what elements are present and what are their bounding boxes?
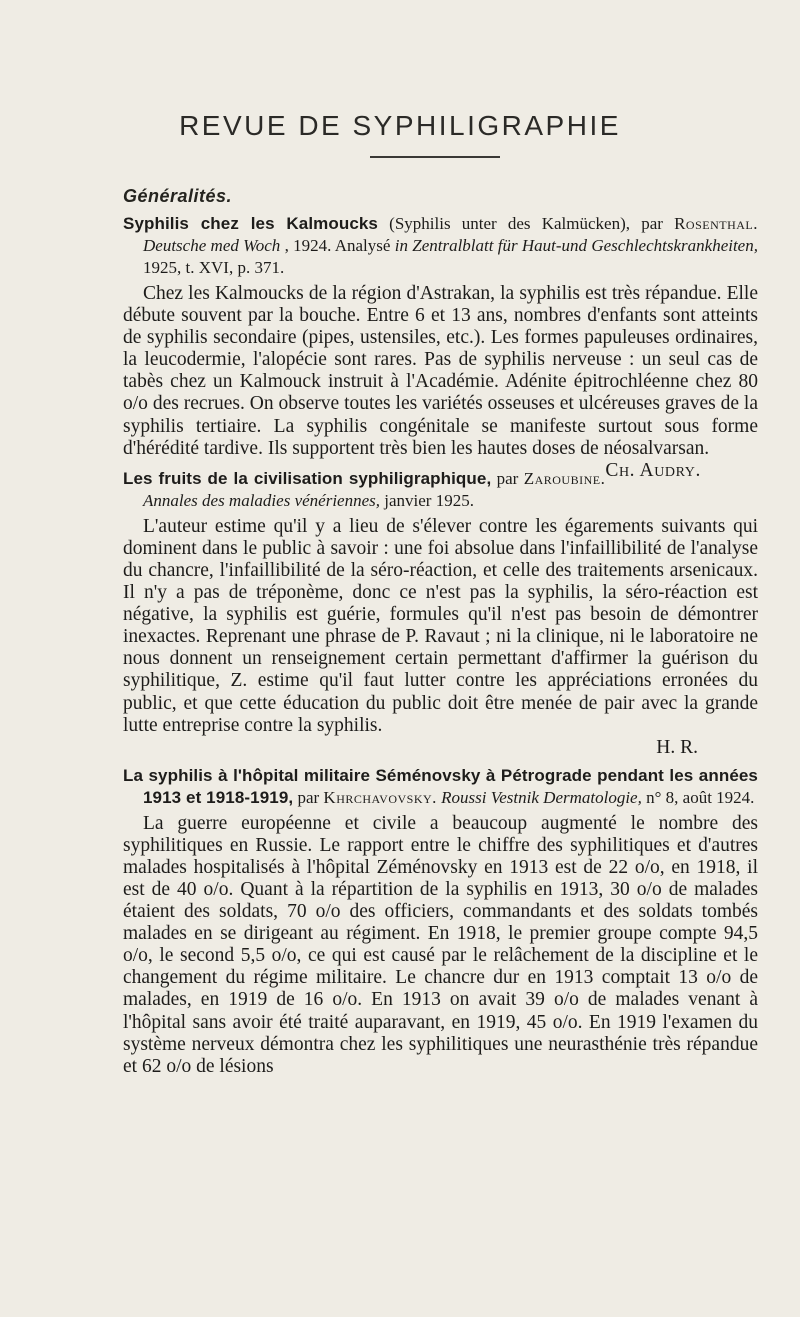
reference-details: n° 8, août 1924. [641, 787, 755, 807]
reference-text: (Syphilis unter des Kalmücken), par [378, 214, 675, 233]
reference-details: 1925, t. XVI, p. 371. [143, 258, 285, 277]
reference-text: , 1924. Analysé [284, 236, 395, 255]
article-list [123, 213, 758, 1078]
section-heading: Généralités. [123, 186, 233, 206]
article-signature: H. R. [656, 736, 698, 758]
article-signature: Ch. Audry. [605, 459, 701, 481]
article-author: Rosenthal. [674, 214, 759, 233]
journal-name: Deutsche med Woch [143, 236, 285, 255]
reference-text: par [293, 787, 324, 807]
article-body [123, 516, 758, 737]
journal-name: Roussi Vestnik Dermatologie, [436, 787, 642, 807]
article-title: Les fruits de la civilisation syphiligraphique, [123, 468, 492, 488]
article-body-text: Chez les Kalmoucks de la région d'Astrakan, la syphilis est très répandue. Elle débute souvent par la bouche. Entre 6 et 13 ans, nombres d'enfants sont atteints de syphilis secondaire (pipes, ustensiles, etc.). Les formes papuleuses ordinaires, la leucodermie, l'alopécie sont rares. Pas de syphilis nerveuse : un seul cas de tabès chez un Kalmouck instruit à l'Académie. Adénite épitrochléenne chez 80 o/o des recrues. On observe toutes les variétés osseuses et ulcéreuses graves de la syphilis tertiaire. La syphilis congénitale se manifeste surtout sous forme d'hérédité tardive. Ils supportent très bien les hautes doses de néosalvarsan. [123, 283, 758, 459]
reference-text: par [491, 468, 524, 488]
article-author: Khrchavovsky. [323, 787, 437, 807]
article-body-text: La guerre européenne et civile a beaucoup augmenté le nombre des syphilitiques en Russie. Le rapport entre le chiffre des syphilitiques et d'autres malades hospitalisés à l'hôpital Zéménovsky en 1913 est de 22 o/o, en 1918, il est de 40 o/o. Quant à la répartition de la syphilis en 1913, 30 o/o de malades étaient des soldats, 70 o/o des officiers, commandants et des soldats tombés malades en se dirigeant au régiment. En 1918, le premier groupe compte 94,5 o/o, le second 5,5 o/o, ce qui est causé par le relâchement de la discipline et le changement du régime militaire. Le chancre dur en 1913 comptait 13 o/o de malades, en 1919 de 16 o/o. En 1913 on avait 39 o/o de malades venant à l'hôpital sans avoir été traité auparavant, en 1919, 45 o/o. En 1919 l'examen du système nerveux démontra chez les syphilitiques une neurasthénie très répandue et 62 o/o de lésions [123, 812, 758, 1077]
journal-name: Annales des maladies vénériennes, [143, 490, 380, 510]
article-title: La syphilis à l'hôpital militaire Séménovsky à Pétrograde pendant les années 1913 et 1918-1919, [123, 765, 758, 807]
article-author: Zaroubine. [523, 468, 606, 488]
article-body-text: L'auteur estime qu'il y a lieu de s'élever contre les égarements suivants qui dominent dans le public à savoir : une foi absolue dans l'infaillibilité de l'analyse du chancre, l'infaillibilité de la séro-réaction, et celle des traitements arsenicaux. Il n'y a pas de tréponème, donc ce n'est pas la syphilis, la séro-réaction est négative, la syphilis est guérie, formules qu'il n'est pas besoin de démontrer inexactes. Reprenant une phrase de P. Ravaut ; ni la clinique, ni le laboratoire ne nous donnent un renseignement certain permettant d'affirmer la guérison du syphilitique, Z. estime qu'il faut lutter contre les appréciations erronées du public, et que cette éducation du public doit être menée de pair avec la grande lutte entreprise contre la syphilis. [123, 515, 758, 736]
article-reference [123, 765, 758, 809]
reference-details: janvier 1925. [380, 490, 474, 510]
article-body [123, 813, 758, 1078]
article-reference [123, 213, 758, 279]
page-title: REVUE DE SYPHILIGRAPHIE [179, 110, 621, 141]
article-2 [123, 468, 758, 759]
title-divider [370, 156, 500, 158]
article-3 [123, 765, 758, 1078]
reference-source: in Zentralblatt für Haut-und Geschlechtskrankheiten, [394, 236, 758, 255]
article-title: Syphilis chez les Kalmoucks [123, 214, 378, 233]
